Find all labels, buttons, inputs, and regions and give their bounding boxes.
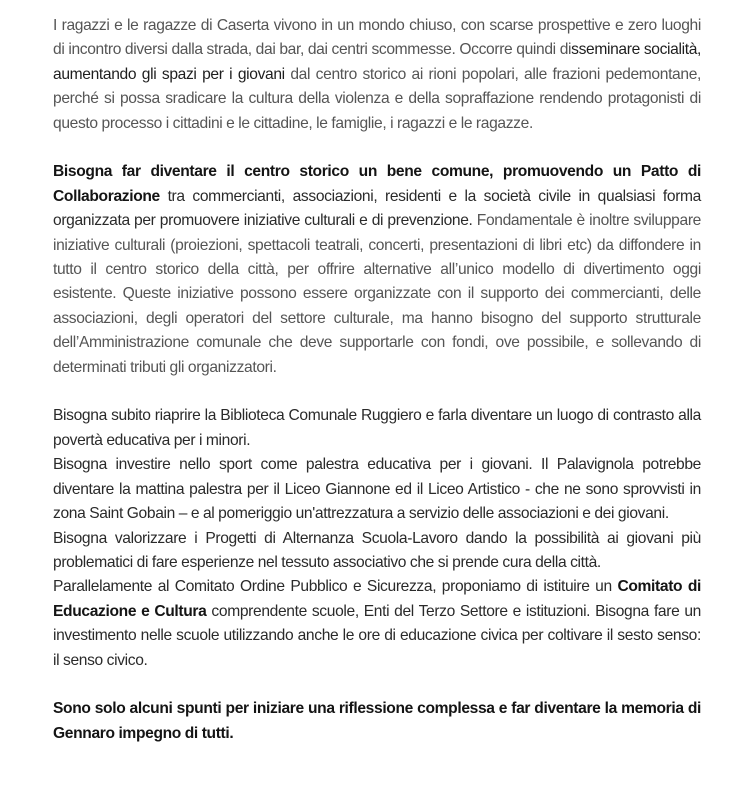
paragraph-text: Parallelamente al Comitato Ordine Pubblico e Sicurezza, proponiamo di istituire un: [53, 578, 618, 596]
document-page: [53, 14, 701, 746]
emphasized-text: sseminare socialità, aumentando gli spazi per i giovani: [53, 41, 701, 83]
paragraph-text: comprendente scuole, Enti del Terzo Settore e istituzioni. Bisogna fare un investimento nelle scuole utilizzando anche le ore di educazione civica per coltivare il sesto senso: il senso civico.: [53, 602, 701, 669]
paragraph-historic-center: [53, 160, 701, 380]
paragraph-text: Fondamentale è inoltre sviluppare iniziative culturali (proiezioni, spettacoli teatrali, concerti, presentazioni di libri etc) da diffondere in tutto il centro storico della città, per offrire alternative all’unico modello di divertimento oggi esistente. Queste iniziative possono essere organizzate con il supporto dei commercianti, delle associazioni, degli operatori del settore culturale, ma hanno bisogno del supporto strutturale dell’Amministrazione comunale che deve supportarle con fondi, ove possibile, e sollevando di determinati tributi gli organizzatori.: [53, 212, 701, 376]
paragraph-text: tra commercianti, associazioni, residenti e la società civile in qualsiasi forma organizzata per promuovere iniziative culturali e di prevenzione.: [53, 187, 701, 230]
proposal-committee: [53, 575, 701, 673]
paragraph-proposals: [53, 404, 701, 672]
proposal-library: Bisogna subito riaprire la Biblioteca Comunale Ruggiero e farla diventare un luogo di contrasto alla povertà educativa per i minori.: [53, 407, 701, 449]
bold-committee-name: Comitato di Educazione e Cultura: [53, 578, 701, 620]
paragraph-text: I ragazzi e le ragazze di Caserta vivono in un mondo chiuso, con scarse prospettive e zero luoghi di incontro diversi dalla strada, dai bar, dai centri scommesse. Occorre quindi di: [53, 17, 701, 59]
proposal-school-work: Bisogna valorizzare i Progetti di Alternanza Scuola-Lavoro dando la possibilità ai giovani più problematici di fare esperienze nel tessuto associativo che si prende cura della città.: [53, 529, 701, 571]
paragraph-text: dal centro storico ai rioni popolari, alle frazioni pedemontane, perché si possa sradicare la cultura della violenza e della sopraffazione rendendo protagonisti di questo processo i cittadini e le cittadine, le famiglie, i ragazzi e le ragazze.: [53, 65, 701, 132]
bold-heading-text: Bisogna far diventare il centro storico un bene comune, promuovendo un Patto di Collaborazione: [53, 163, 701, 205]
paragraph-youth-intro: [53, 14, 701, 136]
closing-statement: Sono solo alcuni spunti per iniziare una riflessione complessa e far diventare la memoria di Gennaro impegno di tutti.: [53, 700, 701, 742]
proposal-sport: Bisogna investire nello sport come palestra educativa per i giovani. Il Palavignola potrebbe diventare la mattina palestra per il Liceo Giannone ed il Liceo Artistico - che ne sono sprovvisti in zona Saint Gobain – e al pomeriggio un'attrezzatura a servizio delle associazioni e dei giovani.: [53, 456, 701, 523]
